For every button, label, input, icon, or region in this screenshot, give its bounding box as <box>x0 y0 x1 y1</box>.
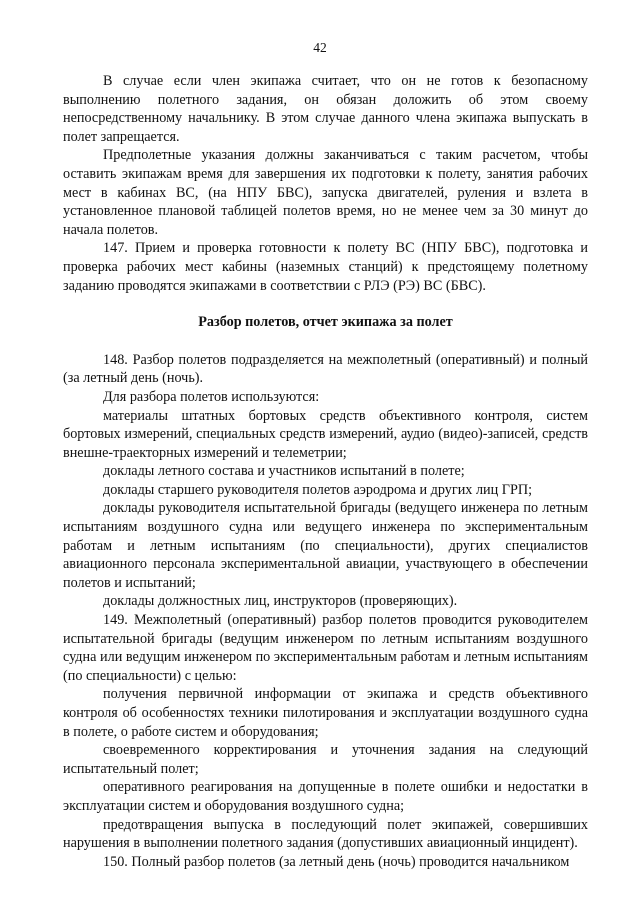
list-item: предотвращения выпуска в последующий полет экипажей, совершивших нарушения в выполнении полетного задания (допустивших авиационный инцидент). <box>63 816 588 852</box>
paragraph: 149. Межполетный (оперативный) разбор полетов проводится руководителем испытательной бригады (ведущим инженером по летным испытаниям воздушного судна или ведущим инженером по экспериментальным работам и летным испытаниям (по специальности) с целью: <box>63 612 588 684</box>
section-heading: Разбор полетов, отчет экипажа за полет <box>198 314 453 331</box>
list-item: оперативного реагирования на допущенные в полете ошибки и недостатки в эксплуатации систем и оборудования воздушного судна; <box>63 779 588 814</box>
list-item: доклады руководителя испытательной бригады (ведущего инженера по летным испытаниям воздушного судна или ведущего инженера по экспериментальным работам и летным испытаниям (по специальности), других специалистов авиационного персонала экспериментальной авиации, участвующего в обеспечении полетов и испытаний; <box>63 500 588 591</box>
paragraph: Предполетные указания должны заканчиваться с таким расчетом, чтобы оставить экипажам время для завершения их подготовки к полету, занятия рабочих мест в кабинах ВС, (на НПУ БВС), запуска двигателей, руления и взлета в установленное плановой таблицей полетов время, но не менее чем за 30 минут до начала полетов. <box>63 147 588 238</box>
paragraph: В случае если член экипажа считает, что он не готов к безопасному выполнению полетного задания, он обязан доложить об этом своему непосредственному начальнику. В этом случае данного члена экипажа выпускать в полет запрещается. <box>63 73 588 145</box>
paragraph: 147. Прием и проверка готовности к полету ВС (НПУ БВС), подготовка и проверка рабочих мест кабины (наземных станций) к предстоящему полетному заданию проводятся экипажами в соответствии с РЛЭ (РЭ) ВС (БВС). <box>63 240 588 294</box>
list-item: доклады должностных лиц, инструкторов (проверяющих). <box>103 593 458 610</box>
paragraph: 150. Полный разбор полетов (за летный день (ночь) проводится начальником <box>103 853 570 870</box>
page-number: 42 <box>313 40 327 55</box>
list-item: доклады летного состава и участников испытаний в полете; <box>103 463 465 480</box>
paragraph: Для разбора полетов используются: <box>103 388 320 405</box>
paragraph: 148. Разбор полетов подразделяется на межполетный (оперативный) и полный (за летный день (ночь). <box>63 351 588 387</box>
list-item: получения первичной информации от экипажа и средств объективного контроля об особенностях техники пилотирования и эксплуатации воздушного судна в полете, о работе систем и оборудования; <box>63 686 588 740</box>
list-item: доклады старшего руководителя полетов аэродрома и других лиц ГРП; <box>103 481 533 498</box>
list-item: материалы штатных бортовых средств объективного контроля, систем бортовых измерений, специальных средств измерений, аудио (видео)-записей, средств внешне-траекторных измерений и телеметрии; <box>63 407 588 461</box>
list-item: своевременного корректирования и уточнения задания на следующий испытательный полет; <box>63 742 588 777</box>
document-body <box>63 72 588 871</box>
